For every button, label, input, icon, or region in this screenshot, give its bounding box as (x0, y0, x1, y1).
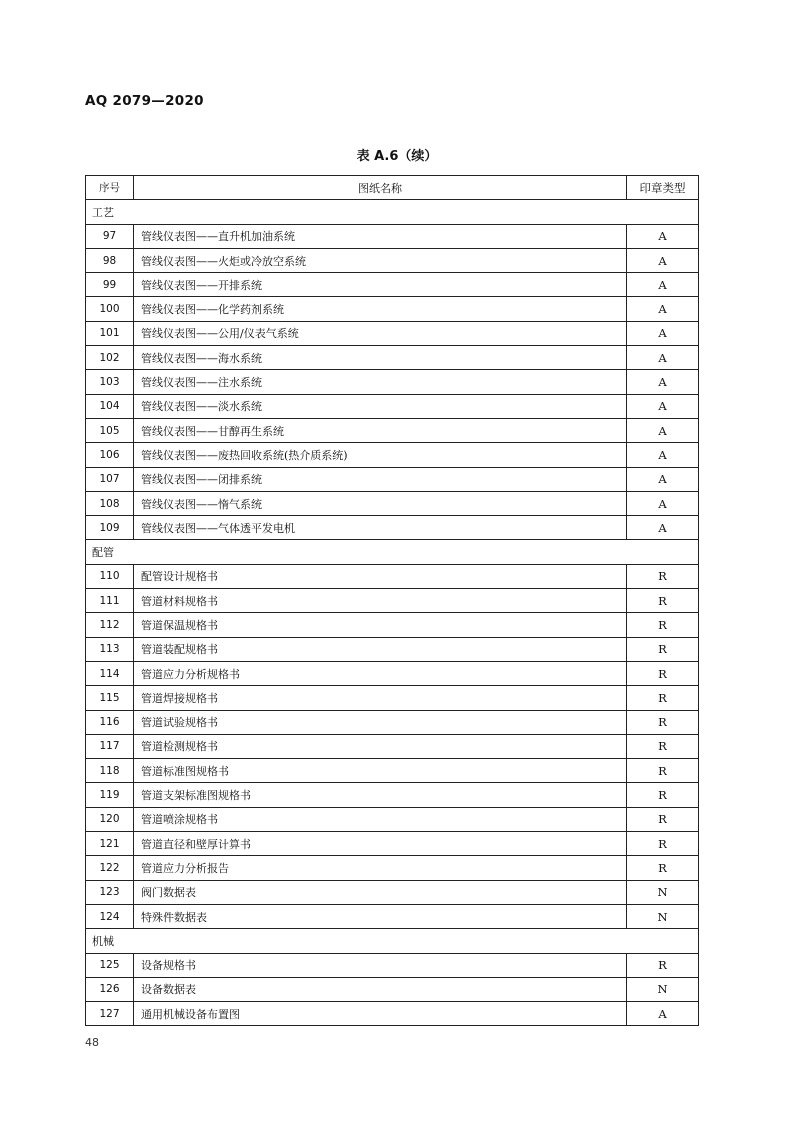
drawing-name-cell: 管道试验规格书 (134, 710, 627, 734)
drawing-name-cell: 管道装配规格书 (134, 637, 627, 661)
drawing-name-cell: 阀门数据表 (134, 880, 627, 904)
drawing-name-cell: 管道应力分析规格书 (134, 661, 627, 685)
table-row (86, 953, 699, 977)
table-row (86, 297, 699, 321)
drawing-name-cell: 管线仪表图——惰气系统 (134, 491, 627, 515)
stamp-type-cell: A (627, 491, 699, 515)
table-row (86, 370, 699, 394)
table-body (86, 200, 699, 1026)
table-row (86, 613, 699, 637)
drawing-name-cell: 管道直径和壁厚计算书 (134, 832, 627, 856)
table-row (86, 224, 699, 248)
serial-number-cell: 119 (86, 783, 134, 807)
stamp-type-cell: R (627, 953, 699, 977)
table-row (86, 734, 699, 758)
drawing-name-cell: 管线仪表图——淡水系统 (134, 394, 627, 418)
stamp-type-cell: A (627, 516, 699, 540)
stamp-type-cell: R (627, 759, 699, 783)
table-title: 表 A.6（续） (356, 149, 438, 164)
serial-number-cell: 113 (86, 637, 134, 661)
serial-number-cell: 115 (86, 686, 134, 710)
drawing-name-cell: 管线仪表图——化学药剂系统 (134, 297, 627, 321)
serial-number-cell: 126 (86, 977, 134, 1001)
table-row (86, 418, 699, 442)
section-row (86, 540, 699, 564)
serial-number-cell: 120 (86, 807, 134, 831)
serial-number-cell: 125 (86, 953, 134, 977)
stamp-type-cell: R (627, 783, 699, 807)
table-row (86, 491, 699, 515)
stamp-type-cell: R (627, 710, 699, 734)
stamp-type-cell: A (627, 248, 699, 272)
table-row (86, 904, 699, 928)
drawing-name-cell: 管线仪表图——闭排系统 (134, 467, 627, 491)
serial-number-cell: 100 (86, 297, 134, 321)
stamp-type-cell: R (627, 734, 699, 758)
drawing-name-cell: 管道检测规格书 (134, 734, 627, 758)
table-header-row (86, 176, 699, 200)
serial-number-cell: 117 (86, 734, 134, 758)
serial-number-cell: 118 (86, 759, 134, 783)
stamp-type-cell: A (627, 370, 699, 394)
table-row (86, 637, 699, 661)
standard-code: AQ 2079—2020 (85, 93, 204, 109)
section-row (86, 200, 699, 224)
drawing-name-cell: 特殊件数据表 (134, 904, 627, 928)
table-row (86, 443, 699, 467)
stamp-type-cell: R (627, 832, 699, 856)
serial-number-cell: 109 (86, 516, 134, 540)
drawing-name-cell: 管线仪表图——甘醇再生系统 (134, 418, 627, 442)
table-row (86, 807, 699, 831)
serial-number-cell: 122 (86, 856, 134, 880)
drawing-name-cell: 管道应力分析报告 (134, 856, 627, 880)
drawing-name-cell: 通用机械设备布置图 (134, 1002, 627, 1026)
serial-number-cell: 124 (86, 904, 134, 928)
drawing-name-cell: 管线仪表图——气体透平发电机 (134, 516, 627, 540)
table-row (86, 273, 699, 297)
table-row (86, 759, 699, 783)
serial-number-cell: 98 (86, 248, 134, 272)
drawing-name-cell: 管道材料规格书 (134, 589, 627, 613)
serial-number-cell: 110 (86, 564, 134, 588)
serial-number-cell: 99 (86, 273, 134, 297)
drawing-name-cell: 管线仪表图——直升机加油系统 (134, 224, 627, 248)
stamp-type-cell: A (627, 297, 699, 321)
table-row (86, 661, 699, 685)
drawing-name-cell: 管道焊接规格书 (134, 686, 627, 710)
stamp-type-cell: A (627, 443, 699, 467)
stamp-type-cell: R (627, 613, 699, 637)
stamp-type-cell: R (627, 637, 699, 661)
serial-number-cell: 127 (86, 1002, 134, 1026)
table-row (86, 710, 699, 734)
serial-number-cell: 97 (86, 224, 134, 248)
table-row (86, 346, 699, 370)
table-row (86, 564, 699, 588)
serial-number-cell: 114 (86, 661, 134, 685)
table-row (86, 783, 699, 807)
stamp-type-cell: A (627, 321, 699, 345)
serial-number-cell: 101 (86, 321, 134, 345)
stamp-type-cell: A (627, 394, 699, 418)
table-row (86, 516, 699, 540)
drawing-name-cell: 设备数据表 (134, 977, 627, 1001)
serial-number-cell: 102 (86, 346, 134, 370)
stamp-type-cell: R (627, 807, 699, 831)
section-row (86, 929, 699, 953)
table-row (86, 880, 699, 904)
stamp-type-cell: A (627, 224, 699, 248)
section-label: 工艺 (86, 200, 699, 224)
drawing-name-cell: 配管设计规格书 (134, 564, 627, 588)
drawing-name-cell: 管线仪表图——火炬或冷放空系统 (134, 248, 627, 272)
drawing-name-cell: 管线仪表图——公用/仪表气系统 (134, 321, 627, 345)
stamp-type-cell: A (627, 418, 699, 442)
drawing-name-cell: 管道喷涂规格书 (134, 807, 627, 831)
drawing-name-cell: 管线仪表图——注水系统 (134, 370, 627, 394)
drawing-name-cell: 管道支架标准图规格书 (134, 783, 627, 807)
stamp-type-cell: N (627, 904, 699, 928)
stamp-type-cell: R (627, 589, 699, 613)
serial-number-cell: 103 (86, 370, 134, 394)
table-row (86, 248, 699, 272)
serial-number-cell: 105 (86, 418, 134, 442)
drawing-name-cell: 管线仪表图——废热回收系统(热介质系统) (134, 443, 627, 467)
stamp-type-cell: R (627, 564, 699, 588)
section-label: 配管 (86, 540, 699, 564)
serial-number-cell: 121 (86, 832, 134, 856)
stamp-type-cell: N (627, 880, 699, 904)
serial-number-cell: 104 (86, 394, 134, 418)
table-row (86, 467, 699, 491)
serial-number-cell: 111 (86, 589, 134, 613)
header-drawing-name: 图纸名称 (134, 176, 627, 200)
section-label: 机械 (86, 929, 699, 953)
table-row (86, 832, 699, 856)
drawing-name-cell: 管线仪表图——海水系统 (134, 346, 627, 370)
stamp-type-cell: R (627, 856, 699, 880)
table-row (86, 394, 699, 418)
table-row (86, 686, 699, 710)
header-stamp-type: 印章类型 (627, 176, 699, 200)
page-number: 48 (85, 1036, 99, 1049)
serial-number-cell: 123 (86, 880, 134, 904)
drawing-name-cell: 设备规格书 (134, 953, 627, 977)
stamp-type-cell: A (627, 467, 699, 491)
drawing-name-cell: 管道标准图规格书 (134, 759, 627, 783)
stamp-type-cell: N (627, 977, 699, 1001)
table-row (86, 589, 699, 613)
drawing-name-cell: 管道保温规格书 (134, 613, 627, 637)
stamp-type-cell: A (627, 1002, 699, 1026)
table-row (86, 1002, 699, 1026)
serial-number-cell: 107 (86, 467, 134, 491)
stamp-type-cell: A (627, 346, 699, 370)
stamp-type-cell: R (627, 661, 699, 685)
serial-number-cell: 108 (86, 491, 134, 515)
serial-number-cell: 112 (86, 613, 134, 637)
serial-number-cell: 116 (86, 710, 134, 734)
header-serial-number: 序号 (86, 176, 134, 200)
stamp-type-cell: R (627, 686, 699, 710)
table-row (86, 321, 699, 345)
drawing-stamp-table (85, 175, 699, 1026)
table-row (86, 977, 699, 1001)
serial-number-cell: 106 (86, 443, 134, 467)
stamp-type-cell: A (627, 273, 699, 297)
drawing-name-cell: 管线仪表图——开排系统 (134, 273, 627, 297)
table-row (86, 856, 699, 880)
